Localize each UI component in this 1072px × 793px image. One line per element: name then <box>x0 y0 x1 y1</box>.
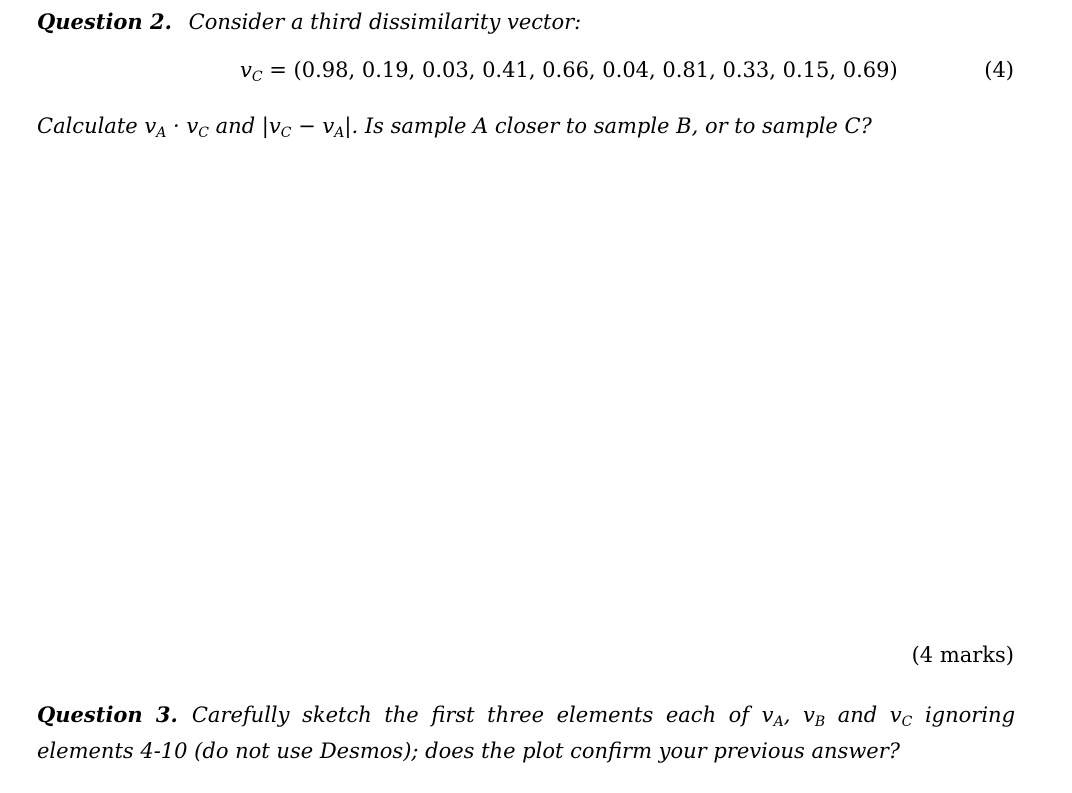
question-2-marks: (4 marks) <box>911 643 1014 667</box>
question-2-heading: Question 2. <box>37 9 172 34</box>
equation-row <box>0 58 1072 92</box>
equation-number: (4) <box>984 58 1014 82</box>
vector-c-equation <box>240 58 898 85</box>
prompt-text: · v <box>166 114 199 138</box>
question-2-header-line <box>37 9 581 34</box>
equation-lhs-variable: v <box>240 58 252 82</box>
prompt-text: |. Is sample A closer to sample B, or to sample C? <box>344 114 872 138</box>
question-3-subscript: A <box>773 714 784 730</box>
question-3-subscript: C <box>901 714 913 730</box>
question-2-prompt <box>37 114 872 141</box>
equation-rhs-values: (0.98, 0.19, 0.03, 0.41, 0.66, 0.04, 0.81, 0.33, 0.15, 0.69) <box>293 58 898 82</box>
prompt-subscript: C <box>198 125 209 141</box>
question-3-body: ignoring elements 4-10 (do not use Desmos); does the plot confirm your previous answer? <box>37 703 1016 763</box>
prompt-subscript: C <box>280 125 292 141</box>
prompt-subscript: A <box>334 125 345 141</box>
question-3-body: , v <box>783 703 815 727</box>
prompt-subscript: A <box>156 125 167 141</box>
question-2-intro: Consider a third dissimilarity vector: <box>188 10 582 34</box>
equation-lhs-subscript: C <box>251 69 263 85</box>
question-3-heading: Question 3. <box>37 702 178 727</box>
equation-equals: = <box>262 58 294 82</box>
prompt-text: and |v <box>208 114 281 138</box>
prompt-text: − v <box>291 114 335 138</box>
question-3-body: Carefully sketch the first three elements each of v <box>191 703 774 727</box>
question-3-subscript: B <box>814 714 826 730</box>
question-3-text <box>37 700 1015 766</box>
prompt-text: Calculate v <box>37 114 157 138</box>
question-3-body: and v <box>825 703 902 727</box>
answer-space[interactable] <box>37 150 1014 630</box>
